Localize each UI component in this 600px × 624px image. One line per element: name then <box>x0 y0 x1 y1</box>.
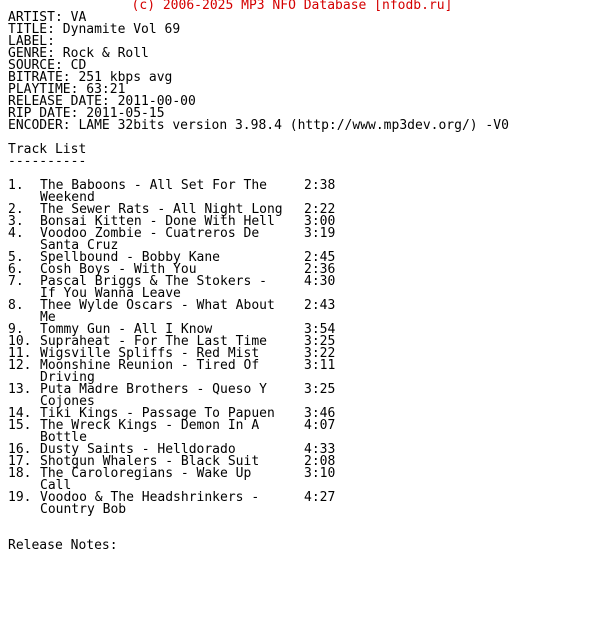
track-number: 1. <box>8 178 24 193</box>
blank-line <box>8 516 598 528</box>
track-title-line: If You Wanna Leave <box>40 286 181 301</box>
track-number: 15. <box>8 418 32 433</box>
track-number: 10. <box>8 334 32 349</box>
track-title-line: Tiki Kings - Passage To Papuen <box>40 406 275 421</box>
track-title-line: Moonshine Reunion - Tired Of <box>40 358 260 373</box>
track-title-line: Wigsville Spliffs - Red Mist <box>40 346 260 361</box>
track-title <box>40 276 296 300</box>
track-row <box>8 300 598 324</box>
blank-line <box>8 132 598 144</box>
track-number: 19. <box>8 490 32 505</box>
track-duration: 4:07 <box>304 418 336 433</box>
track-number: 12. <box>8 358 32 373</box>
track-duration: 3:25 <box>304 334 336 349</box>
track-duration: 4:27 <box>304 490 336 505</box>
track-duration: 4:30 <box>304 274 336 289</box>
track-number: 16. <box>8 442 32 457</box>
track-row <box>8 276 598 300</box>
track-duration: 3:54 <box>304 322 336 337</box>
info-playtime: PLAYTIME: 63:21 <box>8 82 126 97</box>
track-title-line: The Wreck Kings - Demon In A <box>40 418 260 433</box>
track-title <box>40 492 296 516</box>
release-info <box>8 12 598 132</box>
track-title-line: Spellbound - Bobby Kane <box>40 250 221 265</box>
track-number: 14. <box>8 406 32 421</box>
track-number: 13. <box>8 382 32 397</box>
track-title <box>40 180 296 204</box>
track-title-line: The Sewer Rats - All Night Long <box>40 202 283 217</box>
track-title-line: Country Bob <box>40 502 127 517</box>
info-bitrate: BITRATE: 251 kbps avg <box>8 70 173 85</box>
track-duration: 3:10 <box>304 466 336 481</box>
track-title-line: Me <box>40 310 56 325</box>
track-number: 3. <box>8 214 24 229</box>
track-title-line: Voodoo Zombie - Cuatreros De <box>40 226 260 241</box>
track-title-line: Voodoo & The Headshrinkers - <box>40 490 260 505</box>
track-number: 6. <box>8 262 24 277</box>
track-number: 4. <box>8 226 24 241</box>
track-title-line: Thee Wylde Oscars - What About <box>40 298 275 313</box>
track-duration: 3:25 <box>304 382 336 397</box>
track-list <box>8 180 598 516</box>
track-row <box>8 228 598 252</box>
info-release-date: RELEASE DATE: 2011-00-00 <box>8 94 196 109</box>
track-title-line: Cosh Boys - With You <box>40 262 197 277</box>
track-title-line: Puta Madre Brothers - Queso Y <box>40 382 267 397</box>
track-number: 8. <box>8 298 24 313</box>
tracklist-rule: ---------- <box>8 154 87 169</box>
track-row <box>8 420 598 444</box>
info-label: LABEL: <box>8 34 55 49</box>
track-row <box>8 468 598 492</box>
track-duration: 2:45 <box>304 250 336 265</box>
nfo-document <box>8 0 598 552</box>
track-title <box>40 420 296 444</box>
track-title <box>40 468 296 492</box>
track-duration: 2:08 <box>304 454 336 469</box>
tracklist-heading: Track List <box>8 142 87 157</box>
track-title <box>40 360 296 384</box>
track-number: 5. <box>8 250 24 265</box>
track-title-line: Weekend <box>40 190 95 205</box>
info-genre: GENRE: Rock & Roll <box>8 46 149 61</box>
track-duration: 2:36 <box>304 262 336 277</box>
track-row <box>8 360 598 384</box>
release-notes-heading: Release Notes: <box>8 538 118 553</box>
track-duration: 3:11 <box>304 358 336 373</box>
info-encoder: ENCODER: LAME 32bits version 3.98.4 (http://www.mp3dev.org/) -V0 <box>8 118 509 133</box>
track-title-line: Pascal Briggs & The Stokers - <box>40 274 267 289</box>
track-duration: 2:43 <box>304 298 336 313</box>
track-duration: 2:22 <box>304 202 336 217</box>
track-number: 17. <box>8 454 32 469</box>
copyright-header: (c) 2006-2025 MP3 NFO Database [nfodb.ru] <box>131 0 453 13</box>
track-duration: 3:22 <box>304 346 336 361</box>
track-title <box>40 228 296 252</box>
info-title: TITLE: Dynamite Vol 69 <box>8 22 181 37</box>
info-source: SOURCE: CD <box>8 58 87 73</box>
track-number: 2. <box>8 202 24 217</box>
track-title-line: Dusty Saints - Helldorado <box>40 442 236 457</box>
track-title-line: Supraheat - For The Last Time <box>40 334 267 349</box>
track-row <box>8 384 598 408</box>
track-duration: 4:33 <box>304 442 336 457</box>
info-artist: ARTIST: VA <box>8 10 87 25</box>
track-number: 9. <box>8 322 24 337</box>
track-title <box>40 300 296 324</box>
track-duration: 3:19 <box>304 226 336 241</box>
track-title-line: Santa Cruz <box>40 238 119 253</box>
track-title-line: Tommy Gun - All I Know <box>40 322 213 337</box>
track-number: 18. <box>8 466 32 481</box>
track-title-line: Shotgun Whalers - Black Suit <box>40 454 260 469</box>
track-title-line: Driving <box>40 370 95 385</box>
info-rip-date: RIP DATE: 2011-05-15 <box>8 106 165 121</box>
track-number: 7. <box>8 274 24 289</box>
track-title-line: Call <box>40 478 72 493</box>
track-duration: 3:46 <box>304 406 336 421</box>
track-title <box>40 384 296 408</box>
track-title-line: The Caroloregians - Wake Up <box>40 466 252 481</box>
track-title-line: Bottle <box>40 430 87 445</box>
track-title-line: Bonsai Kitten - Done With Hell <box>40 214 275 229</box>
track-duration: 3:00 <box>304 214 336 229</box>
track-title-line: The Baboons - All Set For The <box>40 178 267 193</box>
track-row <box>8 180 598 204</box>
track-row <box>8 492 598 516</box>
track-title-line: Cojones <box>40 394 95 409</box>
track-number: 11. <box>8 346 32 361</box>
track-duration: 2:38 <box>304 178 336 193</box>
